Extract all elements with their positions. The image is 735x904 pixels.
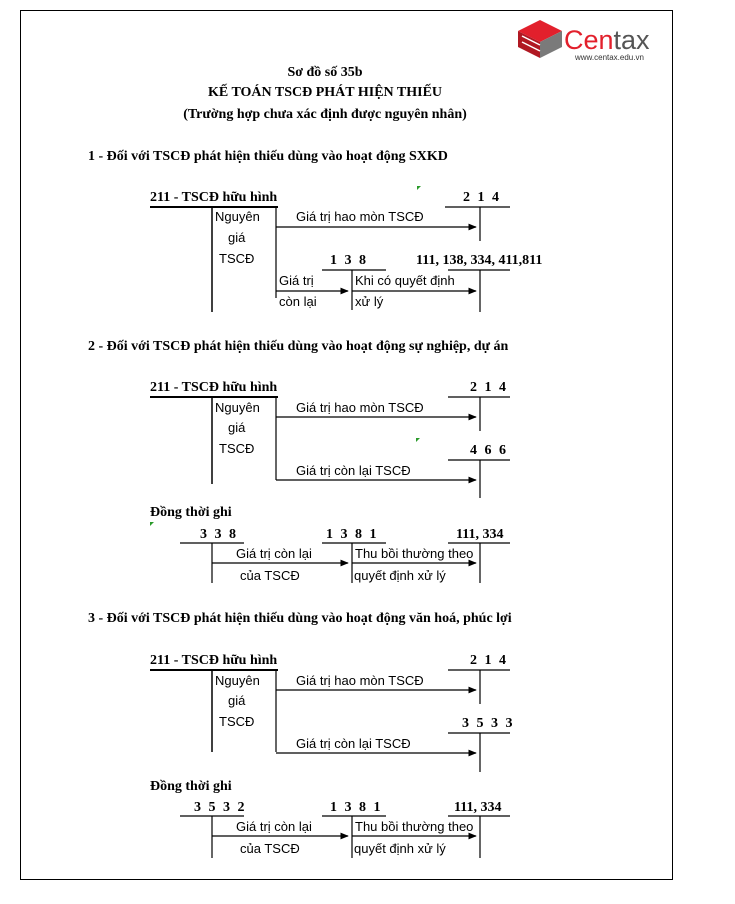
s2-account-466: 4 6 6 bbox=[470, 443, 508, 458]
s3-label-thu-boi: Thu bồi thường theo bbox=[355, 819, 474, 834]
s3-label-hao-mon: Giá trị hao mòn TSCĐ bbox=[296, 673, 424, 688]
s1-label-gia-tri: Giá trị bbox=[279, 273, 314, 288]
logo-website: www.centax.edu.vn bbox=[575, 53, 644, 62]
s1-label-nguyen: Nguyên bbox=[215, 209, 260, 224]
s2-label-gia: giá bbox=[228, 420, 246, 435]
s1-label-tscd: TSCĐ bbox=[219, 251, 255, 266]
s3-label-gtcl: Giá trị còn lại bbox=[236, 819, 312, 834]
s2-label-quyet-dinh: quyết định xử lý bbox=[354, 568, 446, 583]
comment-marker-icon bbox=[150, 522, 154, 526]
comment-marker-icon bbox=[416, 438, 420, 442]
s1-label-con-lai: còn lại bbox=[279, 294, 317, 309]
centax-logo bbox=[518, 20, 650, 62]
s1-account-138: 1 3 8 bbox=[330, 253, 368, 268]
s2-account-111: 111, 334 bbox=[456, 527, 504, 542]
s2-label-cua-tscd: của TSCĐ bbox=[240, 568, 300, 583]
s1-account-214: 2 1 4 bbox=[463, 190, 501, 205]
s2-label-gtcl: Giá trị còn lại bbox=[236, 546, 312, 561]
page-subtitle: (Trường hợp chưa xác định được nguyên nhân) bbox=[183, 107, 467, 122]
s1-label-hao-mon: Giá trị hao mòn TSCĐ bbox=[296, 209, 424, 224]
s2-account-1381: 1 3 8 1 bbox=[326, 527, 379, 542]
s3-label-quyet-dinh: quyết định xử lý bbox=[354, 841, 446, 856]
s3-account-3533: 3 5 3 3 bbox=[462, 716, 515, 731]
s3-label-gia: giá bbox=[228, 693, 246, 708]
s2-label-nguyen: Nguyên bbox=[215, 400, 260, 415]
s3-account-1381: 1 3 8 1 bbox=[330, 800, 383, 815]
s2-account-214: 2 1 4 bbox=[470, 380, 508, 395]
s2-label-con-lai-tscd: Giá trị còn lại TSCĐ bbox=[296, 463, 411, 478]
s1-account-111: 111, 138, 334, 411,811 bbox=[416, 253, 543, 268]
s3-dong-thoi-ghi: Đồng thời ghi bbox=[150, 779, 232, 794]
page-title: KẾ TOÁN TSCĐ PHÁT HIỆN THIẾU bbox=[207, 85, 443, 100]
s3-label-tscd: TSCĐ bbox=[219, 714, 255, 729]
s2-label-tscd: TSCĐ bbox=[219, 441, 255, 456]
s2-label-hao-mon: Giá trị hao mòn TSCĐ bbox=[296, 400, 424, 415]
s2-dong-thoi-ghi: Đồng thời ghi bbox=[150, 505, 232, 520]
cube-logo-icon bbox=[518, 20, 562, 58]
s2-label-thu-boi: Thu bồi thường theo bbox=[355, 546, 474, 561]
s1-label-xu-ly: xử lý bbox=[355, 294, 384, 309]
s1-label-gia: giá bbox=[228, 230, 246, 245]
section2-heading: 2 - Đối với TSCĐ phát hiện thiếu dùng vào hoạt động sự nghiệp, dự án bbox=[88, 339, 509, 354]
s3-label-con-lai-tscd: Giá trị còn lại TSCĐ bbox=[296, 736, 411, 751]
s2-account-211: 211 - TSCĐ hữu hình bbox=[150, 380, 278, 395]
s3-account-3532: 3 5 3 2 bbox=[194, 800, 247, 815]
s3-label-nguyen: Nguyên bbox=[215, 673, 260, 688]
s1-account-211: 211 - TSCĐ hữu hình bbox=[150, 190, 278, 205]
s3-label-cua-tscd: của TSCĐ bbox=[240, 841, 300, 856]
s1-label-khi-co: Khi có quyết định bbox=[355, 273, 455, 288]
s3-account-211: 211 - TSCĐ hữu hình bbox=[150, 653, 278, 668]
comment-marker-icon bbox=[417, 186, 421, 190]
logo-brand: Centax bbox=[564, 25, 650, 55]
s2-account-338: 3 3 8 bbox=[200, 527, 238, 542]
section3-heading: 3 - Đối với TSCĐ phát hiện thiếu dùng vào hoạt động văn hoá, phúc lợi bbox=[88, 611, 512, 626]
s3-account-111: 111, 334 bbox=[454, 800, 502, 815]
diagram-number: Sơ đồ số 35b bbox=[287, 65, 363, 80]
section1-heading: 1 - Đối với TSCĐ phát hiện thiếu dùng vào hoạt động SXKD bbox=[88, 149, 448, 164]
s3-account-214: 2 1 4 bbox=[470, 653, 508, 668]
